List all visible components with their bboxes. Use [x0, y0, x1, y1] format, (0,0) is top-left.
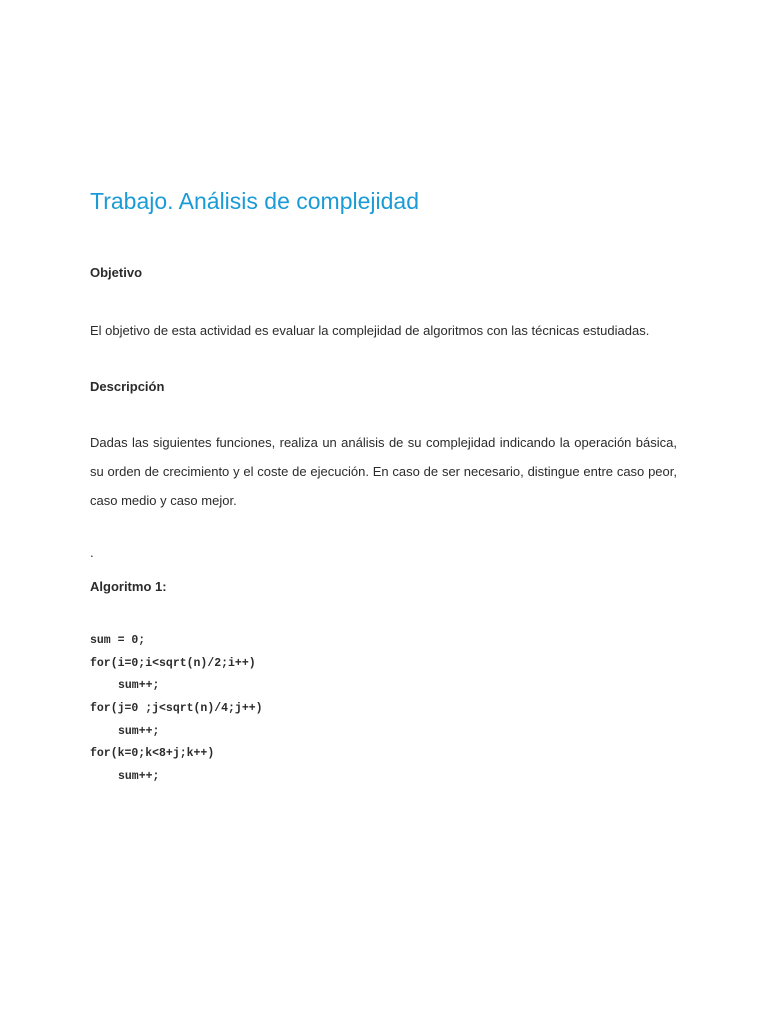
code-block	[90, 630, 263, 789]
algoritmo-heading: Algoritmo 1:	[90, 579, 167, 594]
document-page	[90, 0, 677, 1024]
code-line: sum++;	[118, 724, 160, 738]
objetivo-heading: Objetivo	[90, 265, 143, 280]
code-line: sum++;	[118, 679, 160, 693]
code-line: for(j=0 ;j<sqrt(n)/4;j++)	[90, 702, 263, 716]
stray-mark: .	[90, 545, 94, 560]
objetivo-paragraph: El objetivo de esta actividad es evaluar la complejidad de algoritmos con las técnicas estudiadas.	[90, 323, 650, 338]
descripcion-paragraph: Dadas las siguientes funciones, realiza un análisis de su complejidad indicando la operación básica, su orden de crecimiento y el coste de ejecución. En caso de ser necesario, distingue entre caso peor, caso medio y caso mejor.	[90, 435, 677, 508]
code-line: for(k=0;k<8+j;k++)	[90, 747, 215, 761]
code-line: for(i=0;i<sqrt(n)/2;i++)	[90, 656, 256, 670]
document-title: Trabajo. Análisis de complejidad	[90, 188, 419, 214]
code-line: sum++;	[118, 770, 160, 784]
descripcion-heading: Descripción	[90, 379, 165, 394]
code-line: sum = 0;	[90, 634, 146, 647]
